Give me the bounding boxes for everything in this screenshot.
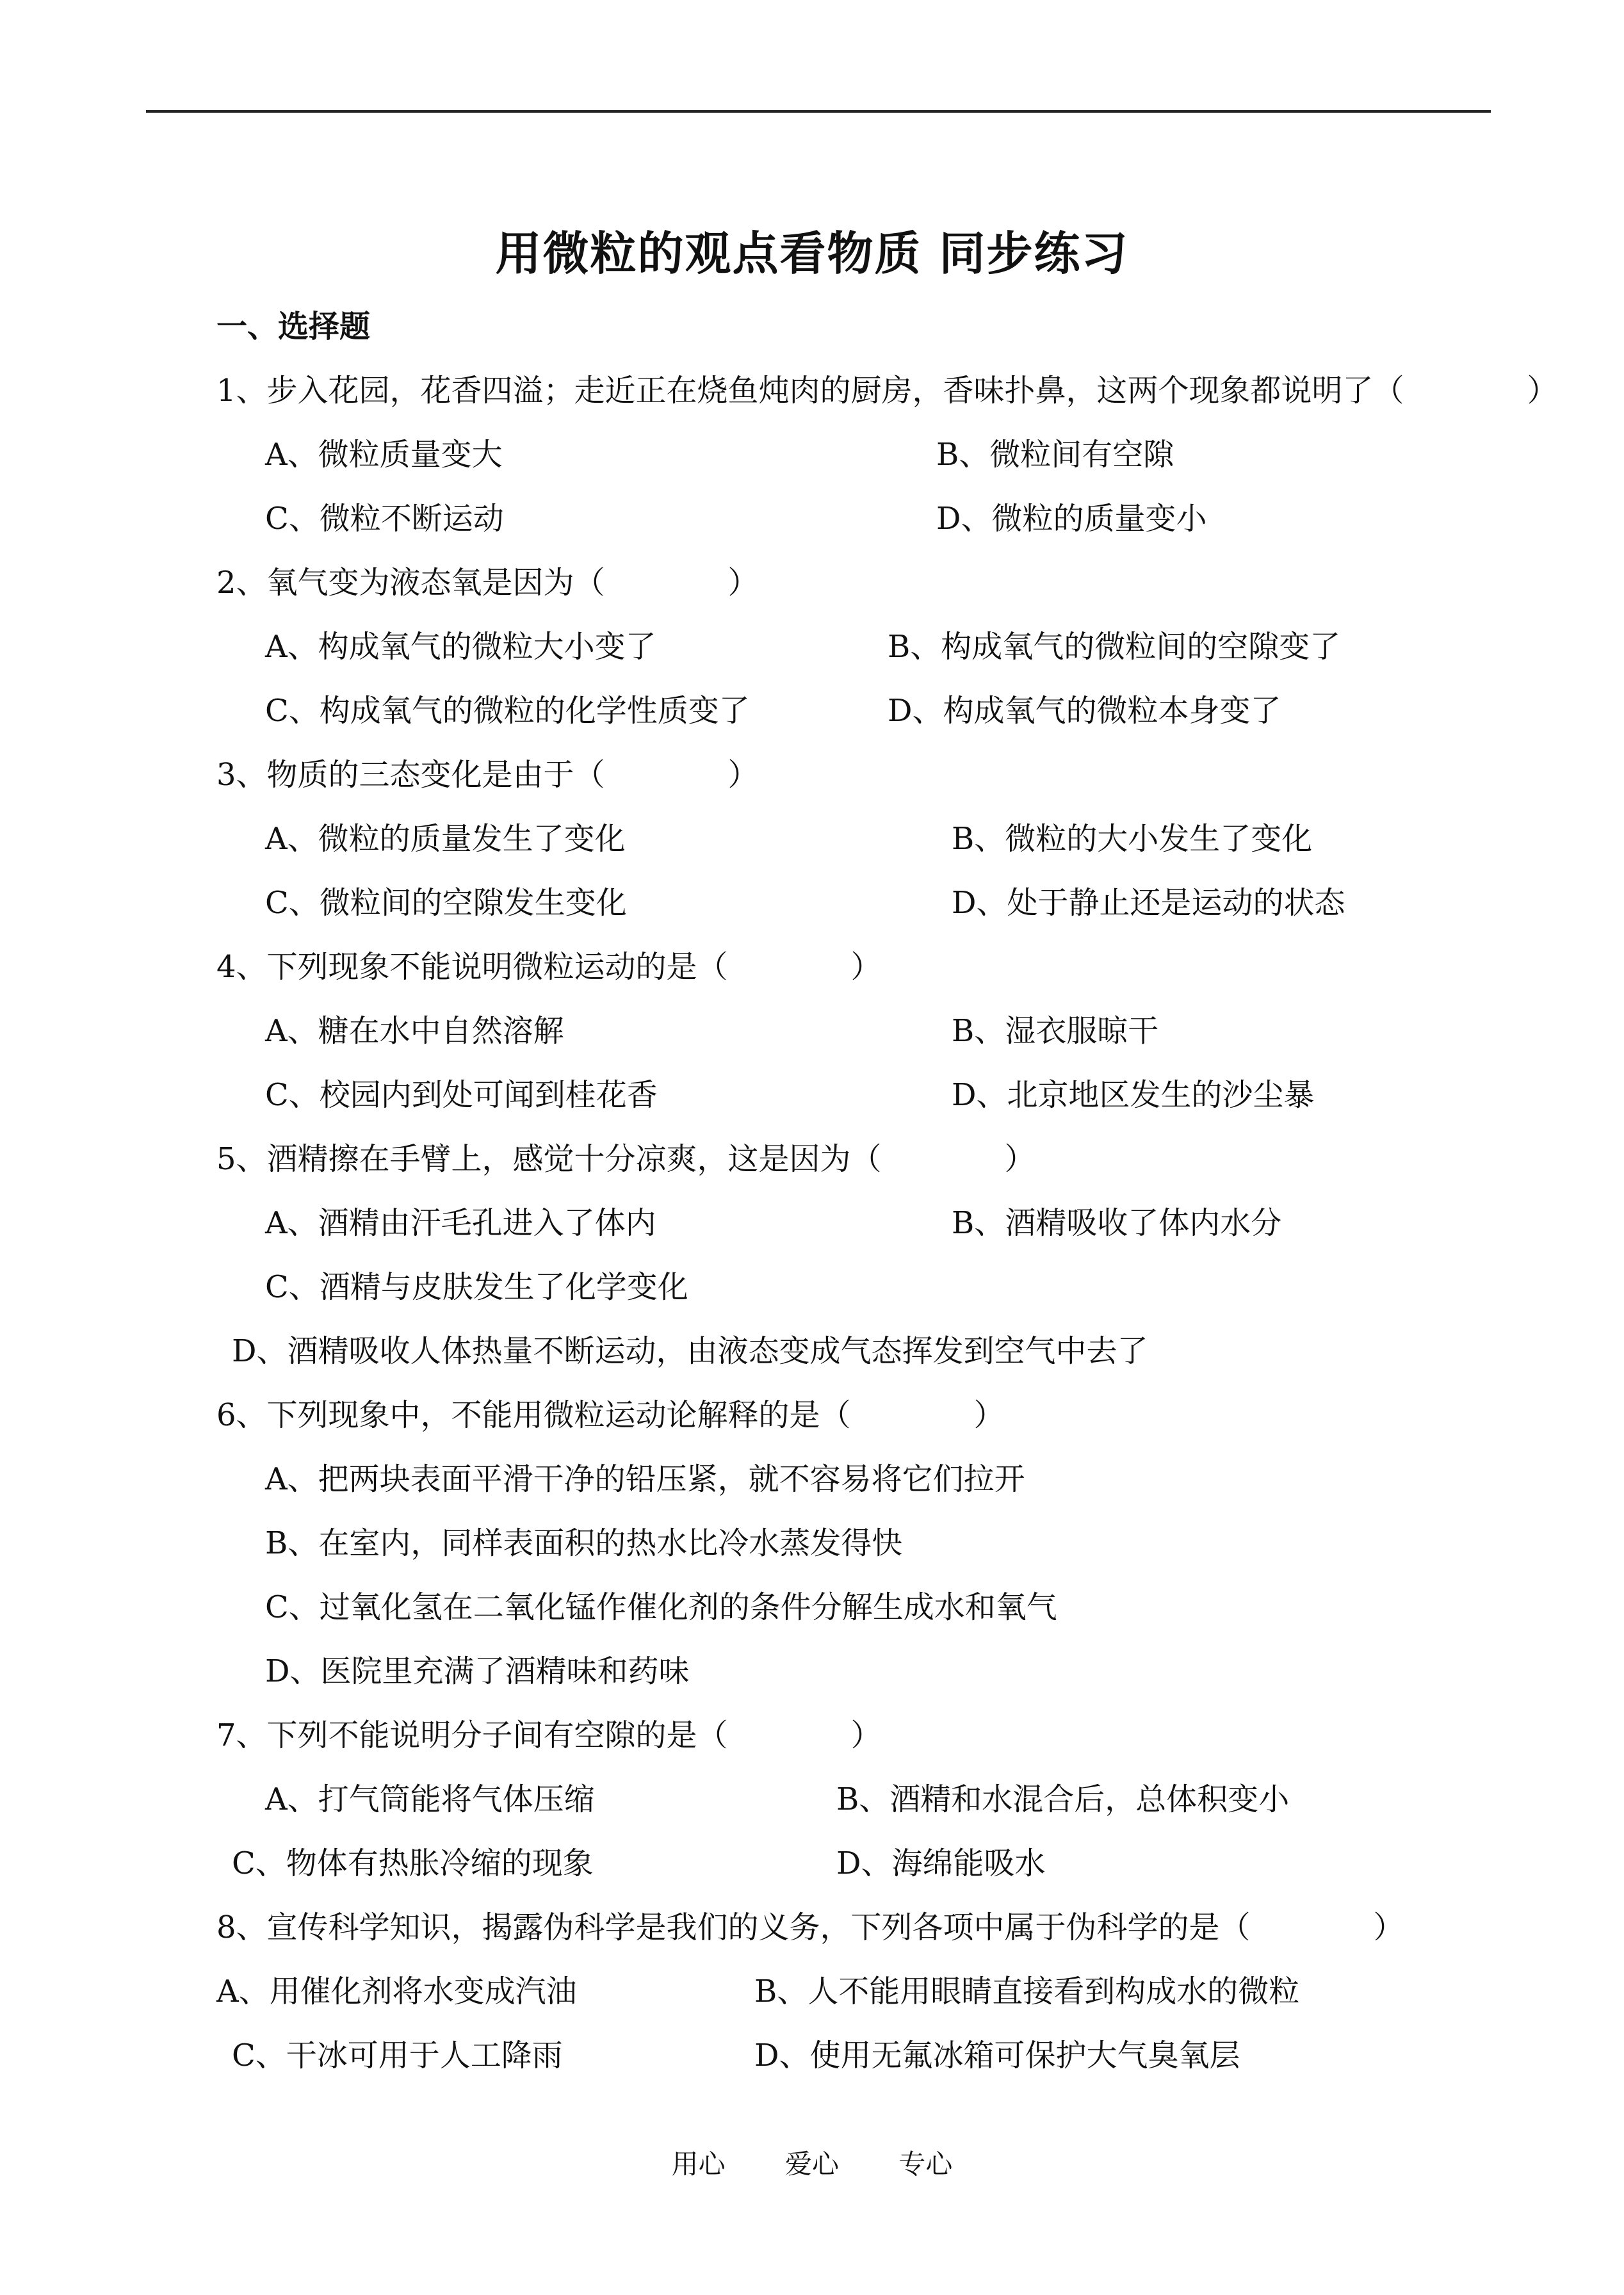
question-2-option-d: D、构成氧气的微粒本身变了 <box>888 693 1281 729</box>
question-6-option-d: D、医院里充满了酒精味和药味 <box>265 1653 690 1689</box>
footer-item: 用心 <box>671 2148 726 2180</box>
question-1-option-d: D、微粒的质量变小 <box>936 501 1207 537</box>
question-5-stem: 5、酒精擦在手臂上，感觉十分凉爽，这是因为（ ） <box>216 1141 1035 1177</box>
question-2-option-c: C、构成氧气的微粒的化学性质变了 <box>265 693 750 729</box>
question-7-option-b: B、酒精和水混合后，总体积变小 <box>836 1781 1290 1817</box>
question-8-option-c: C、干冰可用于人工降雨 <box>232 2038 563 2073</box>
question-5-option-d: D、酒精吸收人体热量不断运动，由液态变成气态挥发到空气中去了 <box>232 1333 1148 1369</box>
question-8-option-d: D、使用无氟冰箱可保护大气臭氧层 <box>754 2038 1240 2073</box>
question-3-option-b: B、微粒的大小发生了变化 <box>952 821 1313 857</box>
question-7-option-d: D、海绵能吸水 <box>836 1845 1046 1881</box>
header-rule <box>146 110 1491 113</box>
question-4-stem: 4、下列现象不能说明微粒运动的是（ ） <box>216 949 882 985</box>
question-7-stem: 7、下列不能说明分子间有空隙的是（ ） <box>216 1717 882 1753</box>
question-8-option-a: A、用催化剂将水变成汽油 <box>216 1974 577 2009</box>
question-6-stem: 6、下列现象中，不能用微粒运动论解释的是（ ） <box>216 1397 1005 1433</box>
question-4-option-a: A、糖在水中自然溶解 <box>265 1013 564 1049</box>
question-4-option-b: B、湿衣服晾干 <box>952 1013 1159 1049</box>
question-1-option-a: A、微粒质量变大 <box>265 437 503 473</box>
question-4-option-d: D、北京地区发生的沙尘暴 <box>952 1077 1315 1113</box>
question-4-option-c: C、校园内到处可闻到桂花香 <box>265 1077 658 1113</box>
question-5-option-c: C、酒精与皮肤发生了化学变化 <box>265 1269 688 1305</box>
question-3-option-d: D、处于静止还是运动的状态 <box>952 885 1345 921</box>
question-8-stem: 8、宣传科学知识，揭露伪科学是我们的义务，下列各项中属于伪科学的是（ ） <box>216 1910 1404 1945</box>
question-3-option-a: A、微粒的质量发生了变化 <box>265 821 626 857</box>
section-heading: 一、选择题 <box>216 309 371 345</box>
footer-item: 专心 <box>898 2148 953 2180</box>
question-6-option-b: B、在室内，同样表面积的热水比冷水蒸发得快 <box>265 1525 903 1561</box>
question-2-stem: 2、氧气变为液态氧是因为（ ） <box>216 565 759 601</box>
question-1-option-b: B、微粒间有空隙 <box>936 437 1174 473</box>
question-5-option-a: A、酒精由汗毛孔进入了体内 <box>265 1205 656 1241</box>
question-7-option-a: A、打气筒能将气体压缩 <box>265 1781 595 1817</box>
question-2-option-a: A、构成氧气的微粒大小变了 <box>265 629 656 665</box>
document-title: 用微粒的观点看物质 同步练习 <box>495 227 1129 280</box>
question-3-stem: 3、物质的三态变化是由于（ ） <box>216 757 759 793</box>
question-6-option-c: C、过氧化氢在二氧化锰作催化剂的条件分解生成水和氧气 <box>265 1589 1057 1625</box>
question-3-option-c: C、微粒间的空隙发生变化 <box>265 885 627 921</box>
question-5-option-b: B、酒精吸收了体内水分 <box>952 1205 1282 1241</box>
question-6-option-a: A、把两块表面平滑干净的铅压紧，就不容易将它们拉开 <box>265 1461 1025 1497</box>
question-2-option-b: B、构成氧气的微粒间的空隙变了 <box>888 629 1341 665</box>
question-1-option-c: C、微粒不断运动 <box>265 501 504 537</box>
footer-item: 爱心 <box>784 2148 839 2180</box>
question-8-option-b: B、人不能用眼睛直接看到构成水的微粒 <box>754 1974 1300 2009</box>
question-1-stem: 1、步入花园，花香四溢；走近正在烧鱼炖肉的厨房，香味扑鼻，这两个现象都说明了（ ） <box>216 373 1558 409</box>
page-footer <box>0 2146 1624 2182</box>
question-7-option-c: C、物体有热胀冷缩的现象 <box>232 1845 594 1881</box>
